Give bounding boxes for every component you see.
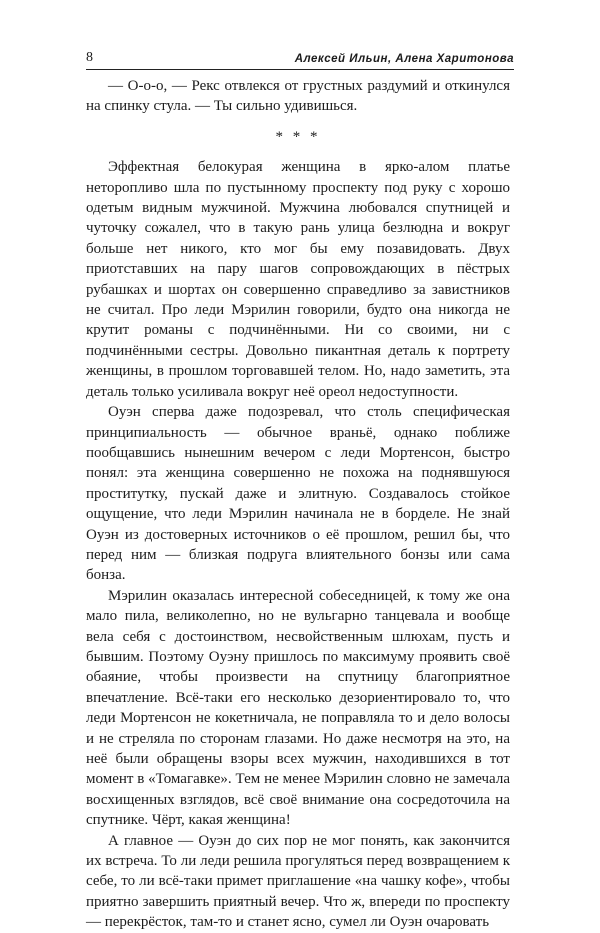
body-text [86, 76, 510, 933]
paragraph: Мэрилин оказалась интересной собеседницей, к тому же она мало пила, великолепно, но не вульгарно танцевала и вообще вела себя с достоинством, несвойственным шлюхам, пусть и бывшим. Поэтому Оуэну пришлось по максимуму проявить своё обаяние, чтобы произвести на спутницу благоприятное впечатление. Всё-таки его несколько дезориентировало то, что леди Мортенсон не кокетничала, не поправляла то и дело волосы и не стреляла по сторонам глазами. Но даже несмотря на это, на неё были обращены взоры всех мужчин, находившихся в тот момент в «Томагавке». Тем не менее Мэрилин словно не замечала восхищенных взглядов, всё своё внимание она сосредоточила на спутнике. Чёрт, какая женщина! [86, 587, 510, 829]
section-separator: * * * [275, 128, 321, 145]
page-number: 8 [86, 50, 93, 65]
paragraph: Оуэн сперва даже подозревал, что столь специфическая принципиальность — обычное враньё, однако поближе пообщавшись нынешним вечером с леди Мортенсон, быстро понял: эта женщина совершенно не похожа на поднявшуюся проститутку, пускай даже и элитную. Создавалось стойкое ощущение, что леди Мэрилин начинала не в борделе. Не знай Оуэн из достоверных источников о её прошлом, решил бы, что перед ним — близкая подруга влиятельного бонзы или сама бонза. [86, 404, 510, 584]
paragraph: А главное — Оуэн до сих пор не мог понять, как закончится их встреча. То ли леди решила прогуляться перед возвращением к себе, то ли всё-таки примет приглашение «на чашку кофе», чтобы приятно завершить приятный вечер. Что ж, впереди по проспекту — перекрёсток, там-то и станет ясно, сумел ли Оуэн очаровать [86, 832, 510, 931]
paragraph: — О-о-о, — Рекс отвлекся от грустных раздумий и откинулся на спинку стула. — Ты сильно удивишься. [86, 78, 510, 115]
page-header [86, 47, 514, 70]
running-title: Алексей Ильин, Алена Харитонова [294, 53, 514, 65]
paragraph: Эффектная белокурая женщина в ярко-алом платье неторопливо шла по пустынному проспекту под руку с хорошо одетым видным мужчиной. Мужчина любовался спутницей и чуточку сожалел, что в такую рань улица безлюдна и вокруг больше нет никого, кто мог бы ему позавидовать. Двух приотставших на пару шагов сопровождающих в пёстрых рубашках и шортах он совершенно справедливо за завистников не считал. Про леди Мэрилин говорили, будто она никогда не крутит романы с подчинёнными. Ни со своими, ни с подчинёнными сестры. Довольно пикантная деталь к портрету женщины, в прошлом торговавшей телом. Но, надо заметить, эта деталь только усиливала вокруг неё ореол недоступности. [86, 159, 510, 400]
